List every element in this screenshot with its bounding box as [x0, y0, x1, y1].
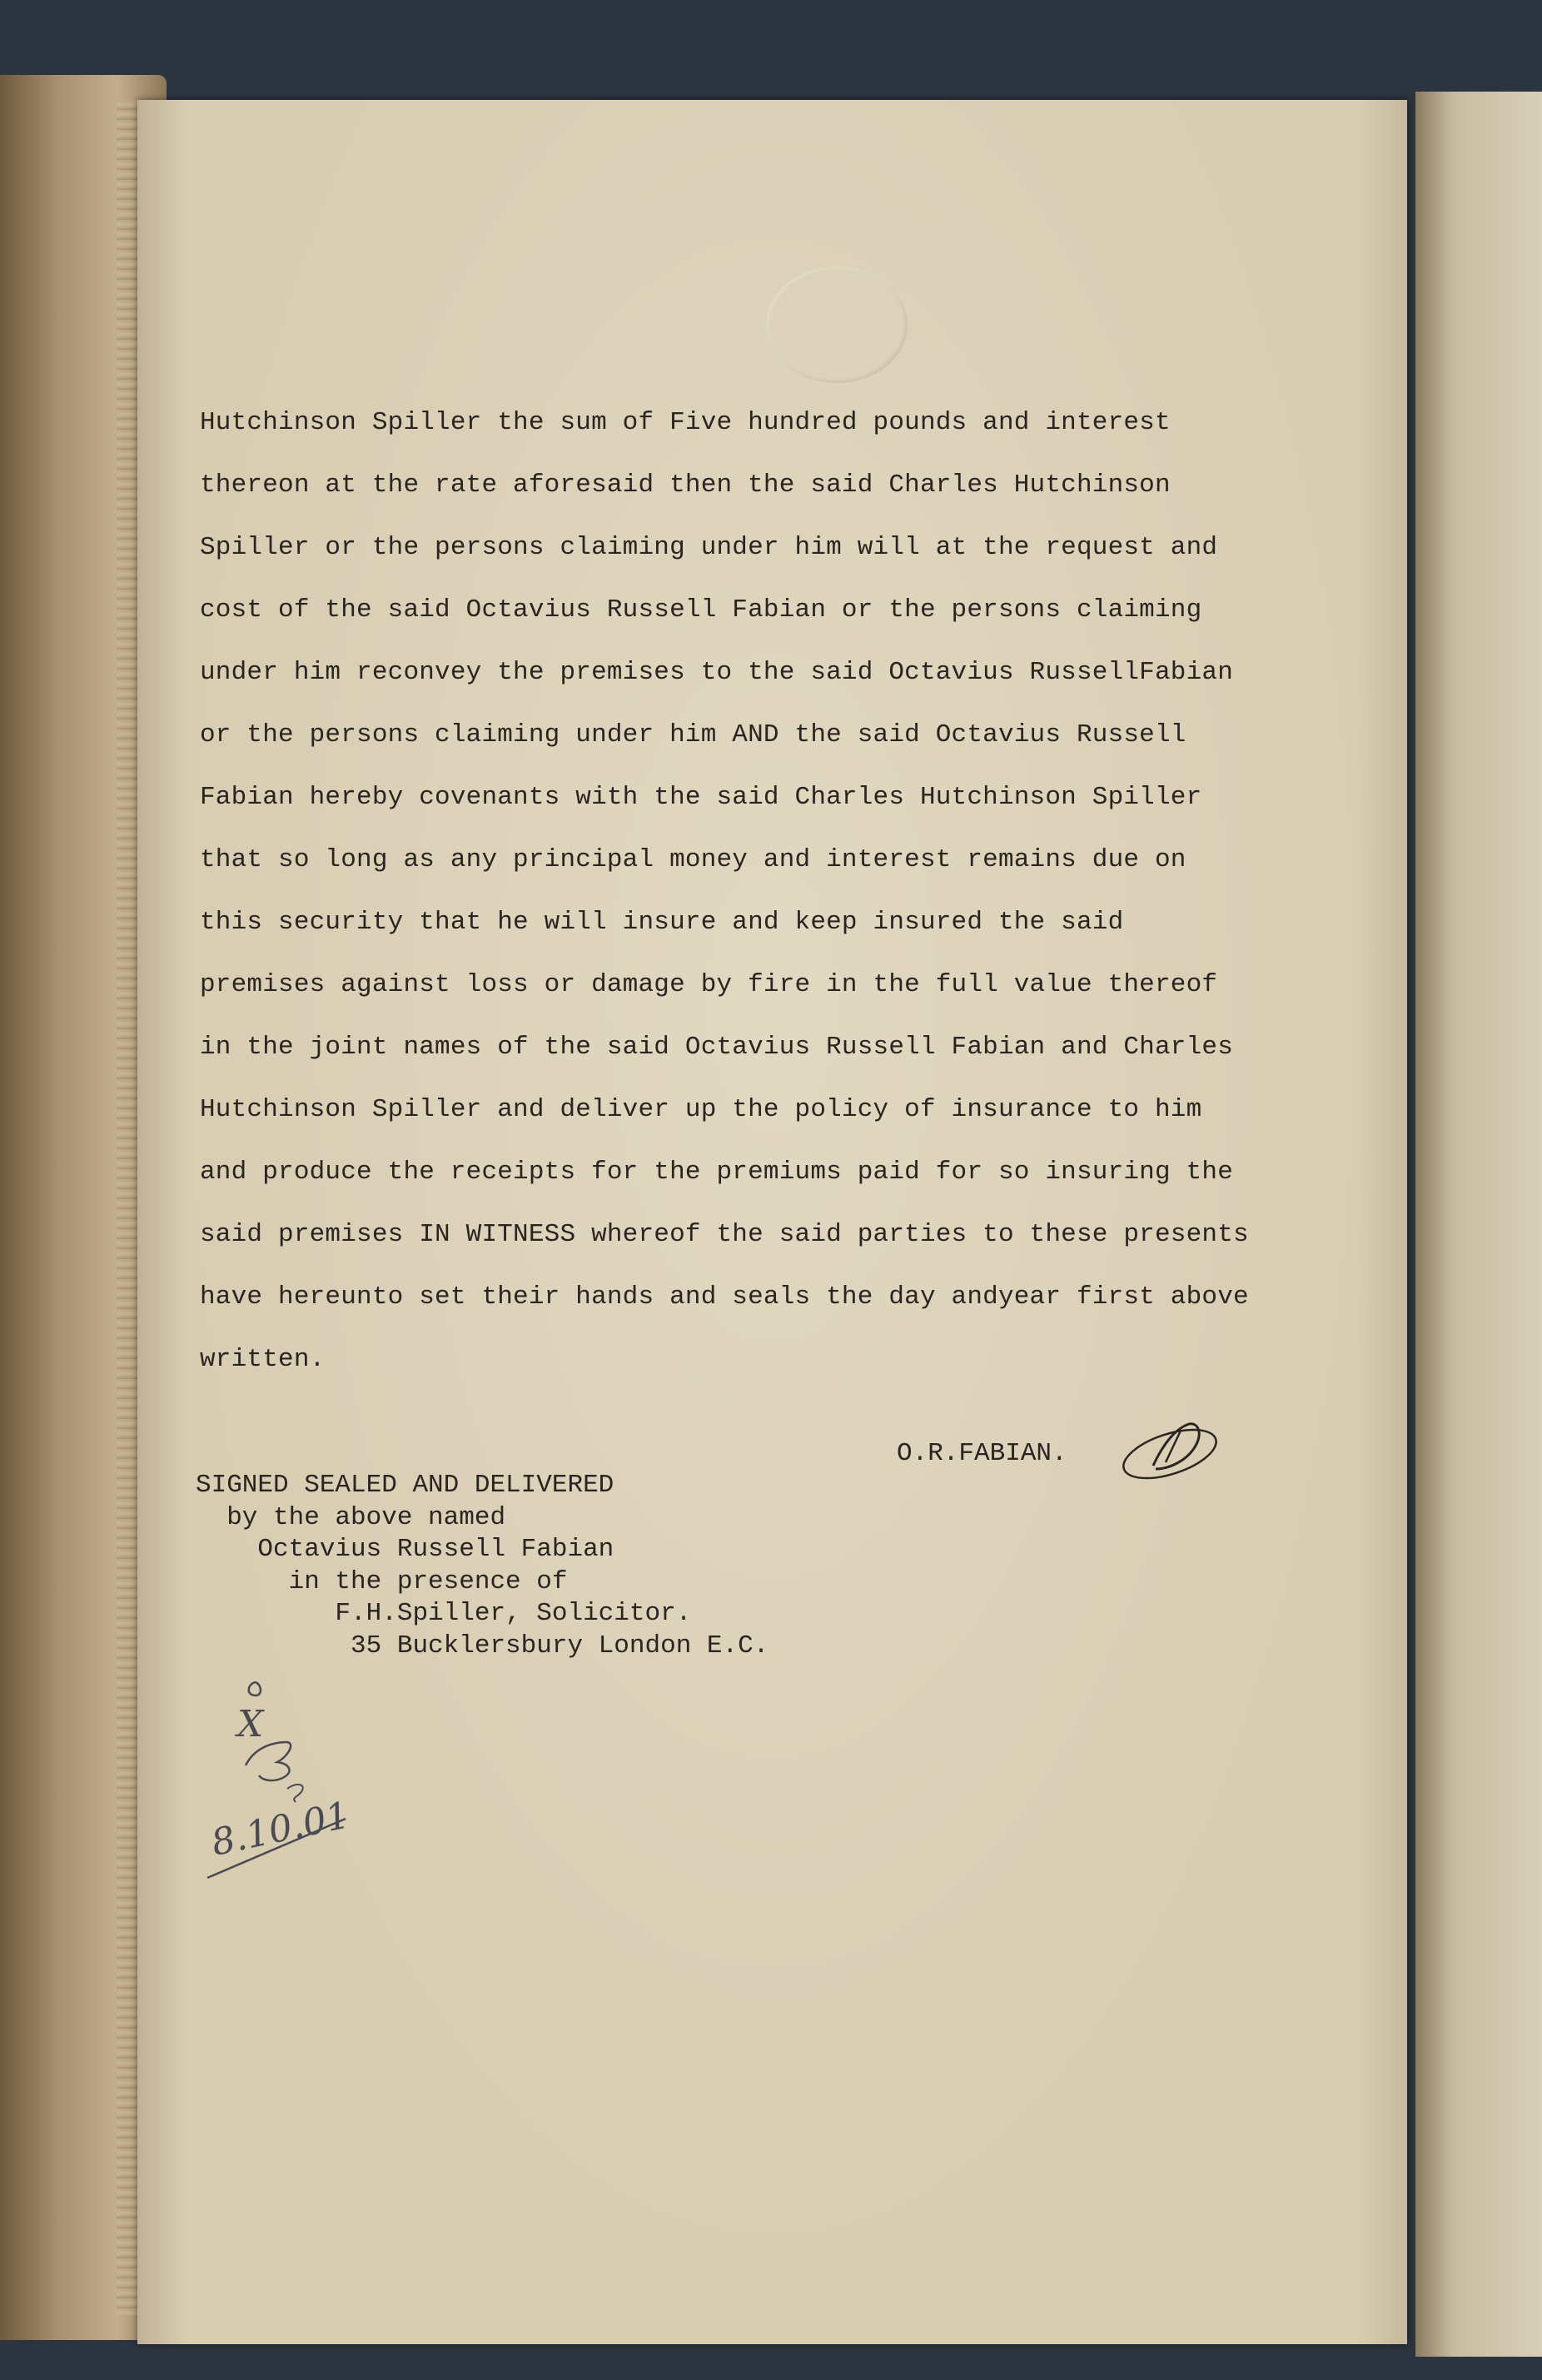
- body-line: or the persons claiming under him AND the said Octavius Russell: [200, 720, 1186, 749]
- attestation-line: SIGNED SEALED AND DELIVERED: [196, 1471, 614, 1500]
- body-line: under him reconvey the premises to the said Octavius RussellFabian: [200, 658, 1233, 687]
- deed-body-text: [200, 391, 1407, 1391]
- attestation-clause: [196, 1470, 769, 1662]
- body-line: Fabian hereby covenants with the said Charles Hutchinson Spiller: [200, 783, 1202, 812]
- body-line: Hutchinson Spiller and deliver up the policy of insurance to him: [200, 1095, 1202, 1124]
- facing-page-edge: [1415, 92, 1542, 2357]
- body-line: and produce the receipts for the premiums paid for so insuring the: [200, 1158, 1233, 1187]
- body-line: thereon at the rate aforesaid then the said Charles Hutchinson: [200, 471, 1171, 500]
- attestation-line: Octavius Russell Fabian: [196, 1535, 614, 1564]
- attestation-line: F.H.Spiller, Solicitor.: [196, 1599, 692, 1628]
- body-line: written.: [200, 1345, 326, 1374]
- body-line: said premises IN WITNESS whereof the said parties to these presents: [200, 1220, 1249, 1249]
- pencil-date: 8.10.01: [207, 1794, 354, 1865]
- body-line: Spiller or the persons claiming under him will at the request and: [200, 533, 1218, 562]
- body-line: Hutchinson Spiller the sum of Five hundred pounds and interest: [200, 408, 1171, 437]
- pencil-mark: X: [237, 1703, 264, 1745]
- attestation-line: by the above named: [196, 1502, 506, 1532]
- attestation-line: in the presence of: [196, 1566, 568, 1596]
- body-line: premises against loss or damage by fire in the full value thereof: [200, 970, 1218, 999]
- body-line: cost of the said Octavius Russell Fabian or the persons claiming: [200, 595, 1202, 625]
- seal-signature-mark: [1116, 1414, 1228, 1489]
- body-line: that so long as any principal money and interest remains due on: [200, 845, 1186, 874]
- document-page: [137, 100, 1407, 2344]
- body-line: have hereunto set their hands and seals the day andyear first above: [200, 1282, 1249, 1312]
- handwritten-pencil-note: [204, 1666, 404, 1890]
- embossed-seal: [766, 266, 908, 383]
- body-line: in the joint names of the said Octavius Russell Fabian and Charles: [200, 1033, 1233, 1062]
- body-line: this security that he will insure and keep insured the said: [200, 908, 1124, 937]
- attestation-line: 35 Bucklersbury London E.C.: [196, 1631, 769, 1661]
- signatory-name: O.R.FABIAN.: [897, 1439, 1067, 1468]
